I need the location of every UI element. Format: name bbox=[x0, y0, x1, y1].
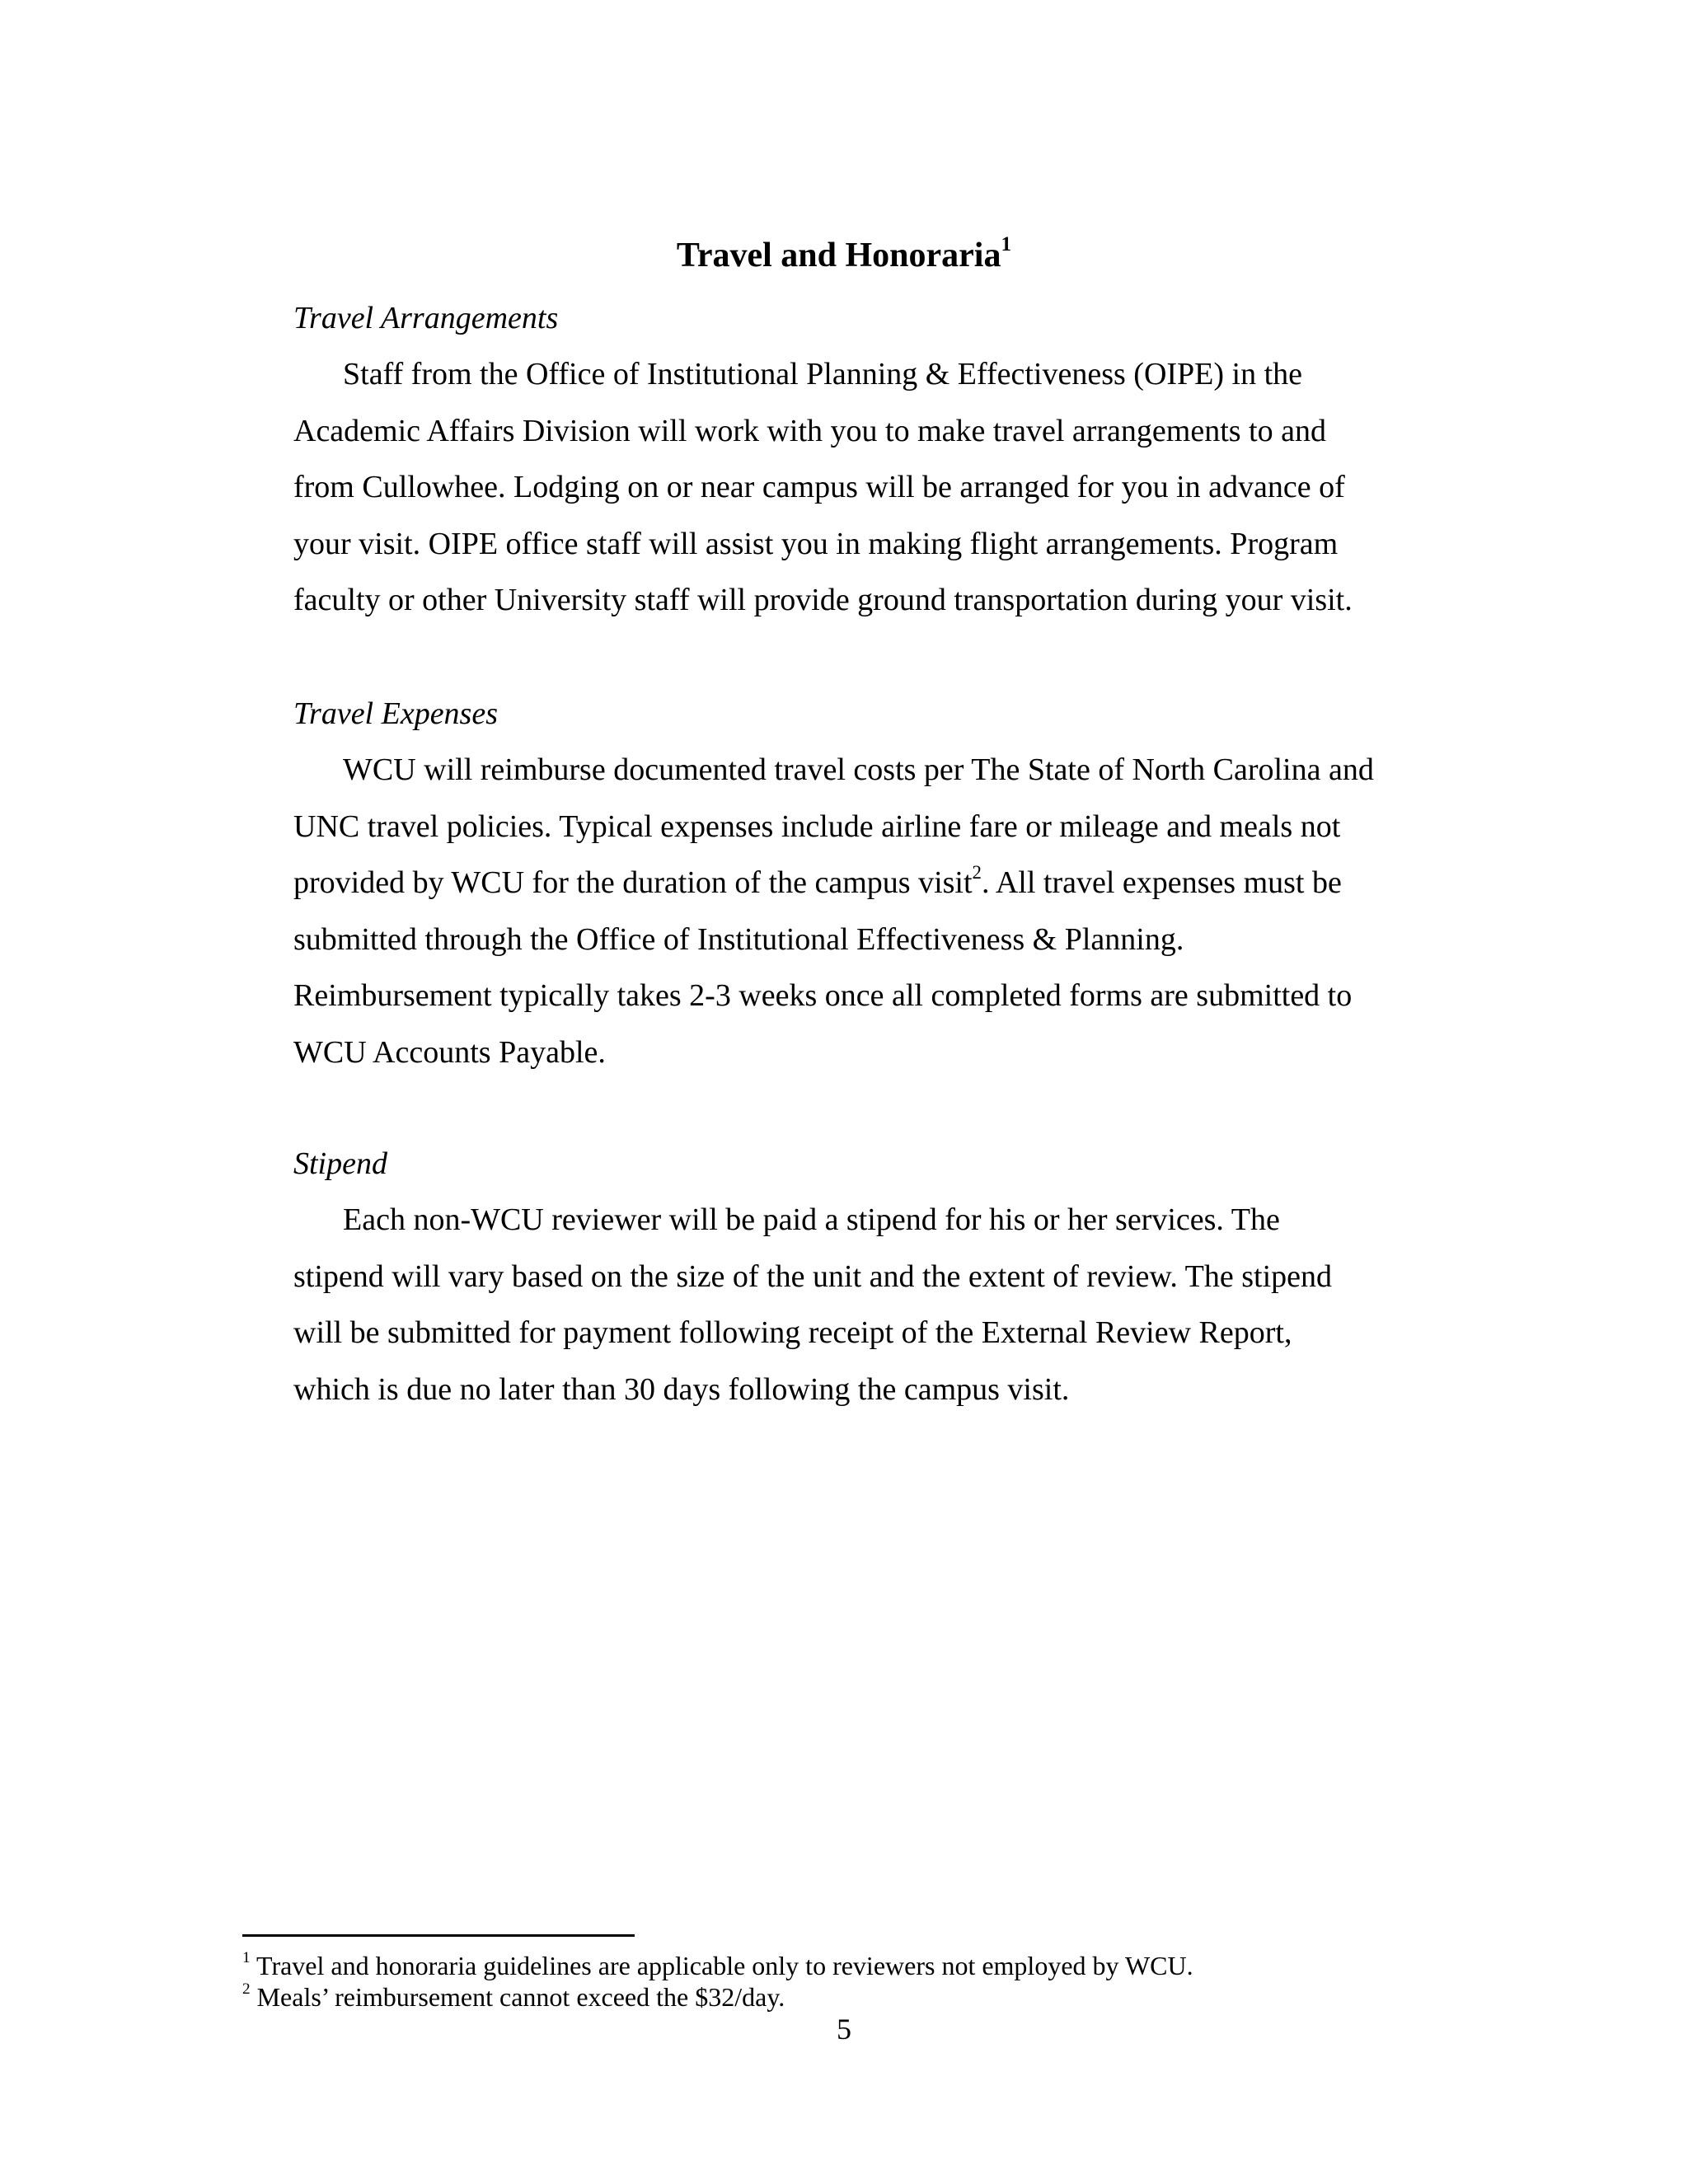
footnote-marker: 1 bbox=[242, 1949, 251, 1967]
line-text-tail: . All travel expenses must be bbox=[981, 865, 1342, 900]
section-paragraph bbox=[293, 742, 1447, 1080]
page-number: 5 bbox=[837, 2013, 851, 2046]
page-title bbox=[0, 232, 1688, 279]
paragraph-line: submitted through the Office of Institutional Effectiveness & Planning. bbox=[293, 921, 1184, 957]
section-paragraph bbox=[293, 1192, 1447, 1418]
footnote bbox=[242, 1981, 1479, 2013]
paragraph-line bbox=[293, 855, 1447, 912]
footnotes bbox=[242, 1950, 1479, 2013]
section-travel-expenses bbox=[293, 686, 1447, 1080]
section-heading: Travel Arrangements bbox=[293, 301, 559, 335]
paragraph-line: from Cullowhee. Lodging on or near campus will be arranged for you in advance of bbox=[293, 470, 1345, 504]
footnote-ref: 2 bbox=[972, 861, 982, 883]
paragraph-line: stipend will vary based on the size of the unit and the extent of review. The stipend bbox=[293, 1258, 1332, 1294]
line-text: provided by WCU for the duration of the campus visit bbox=[293, 865, 973, 900]
section-paragraph bbox=[293, 346, 1447, 629]
paragraph-line: Each non-WCU reviewer will be paid a stipend for his or her services. The bbox=[343, 1202, 1280, 1237]
footnote-text: Travel and honoraria guidelines are applicable only to reviewers not employed by WCU. bbox=[256, 1951, 1193, 1980]
paragraph-line: Staff from the Office of Institutional Planning & Effectiveness (OIPE) in the bbox=[343, 357, 1303, 391]
paragraph-line: Reimbursement typically takes 2-3 weeks once all completed forms are submitted to bbox=[293, 978, 1353, 1013]
footnote bbox=[242, 1950, 1479, 1981]
footnote-divider bbox=[242, 1934, 635, 1937]
footnote-text: Meals’ reimbursement cannot exceed the $32/day. bbox=[256, 1982, 785, 2012]
paragraph-line: faculty or other University staff will provide ground transportation during your visit. bbox=[293, 583, 1353, 617]
paragraph-line: UNC travel policies. Typical expenses include airline fare or mileage and meals not bbox=[293, 808, 1341, 844]
section-travel-arrangements bbox=[293, 290, 1447, 629]
page-title-text: Travel and Honoraria bbox=[676, 237, 1001, 274]
title-footnote-ref: 1 bbox=[1001, 233, 1012, 256]
footnote-marker: 2 bbox=[242, 1980, 251, 1999]
paragraph-line: will be submitted for payment following receipt of the External Review Report, bbox=[293, 1315, 1292, 1350]
paragraph-line: Academic Affairs Division will work with you to make travel arrangements to and bbox=[293, 413, 1326, 448]
section-heading: Travel Expenses bbox=[293, 696, 499, 731]
paragraph-line: WCU Accounts Payable. bbox=[293, 1034, 606, 1070]
paragraph-line: which is due no later than 30 days following the campus visit. bbox=[293, 1371, 1070, 1407]
section-heading: Stipend bbox=[293, 1146, 387, 1181]
section-stipend bbox=[293, 1136, 1447, 1418]
paragraph-line: your visit. OIPE office staff will assist you in making flight arrangements. Program bbox=[293, 526, 1339, 561]
paragraph-line: WCU will reimburse documented travel costs per The State of North Carolina and bbox=[343, 752, 1374, 787]
